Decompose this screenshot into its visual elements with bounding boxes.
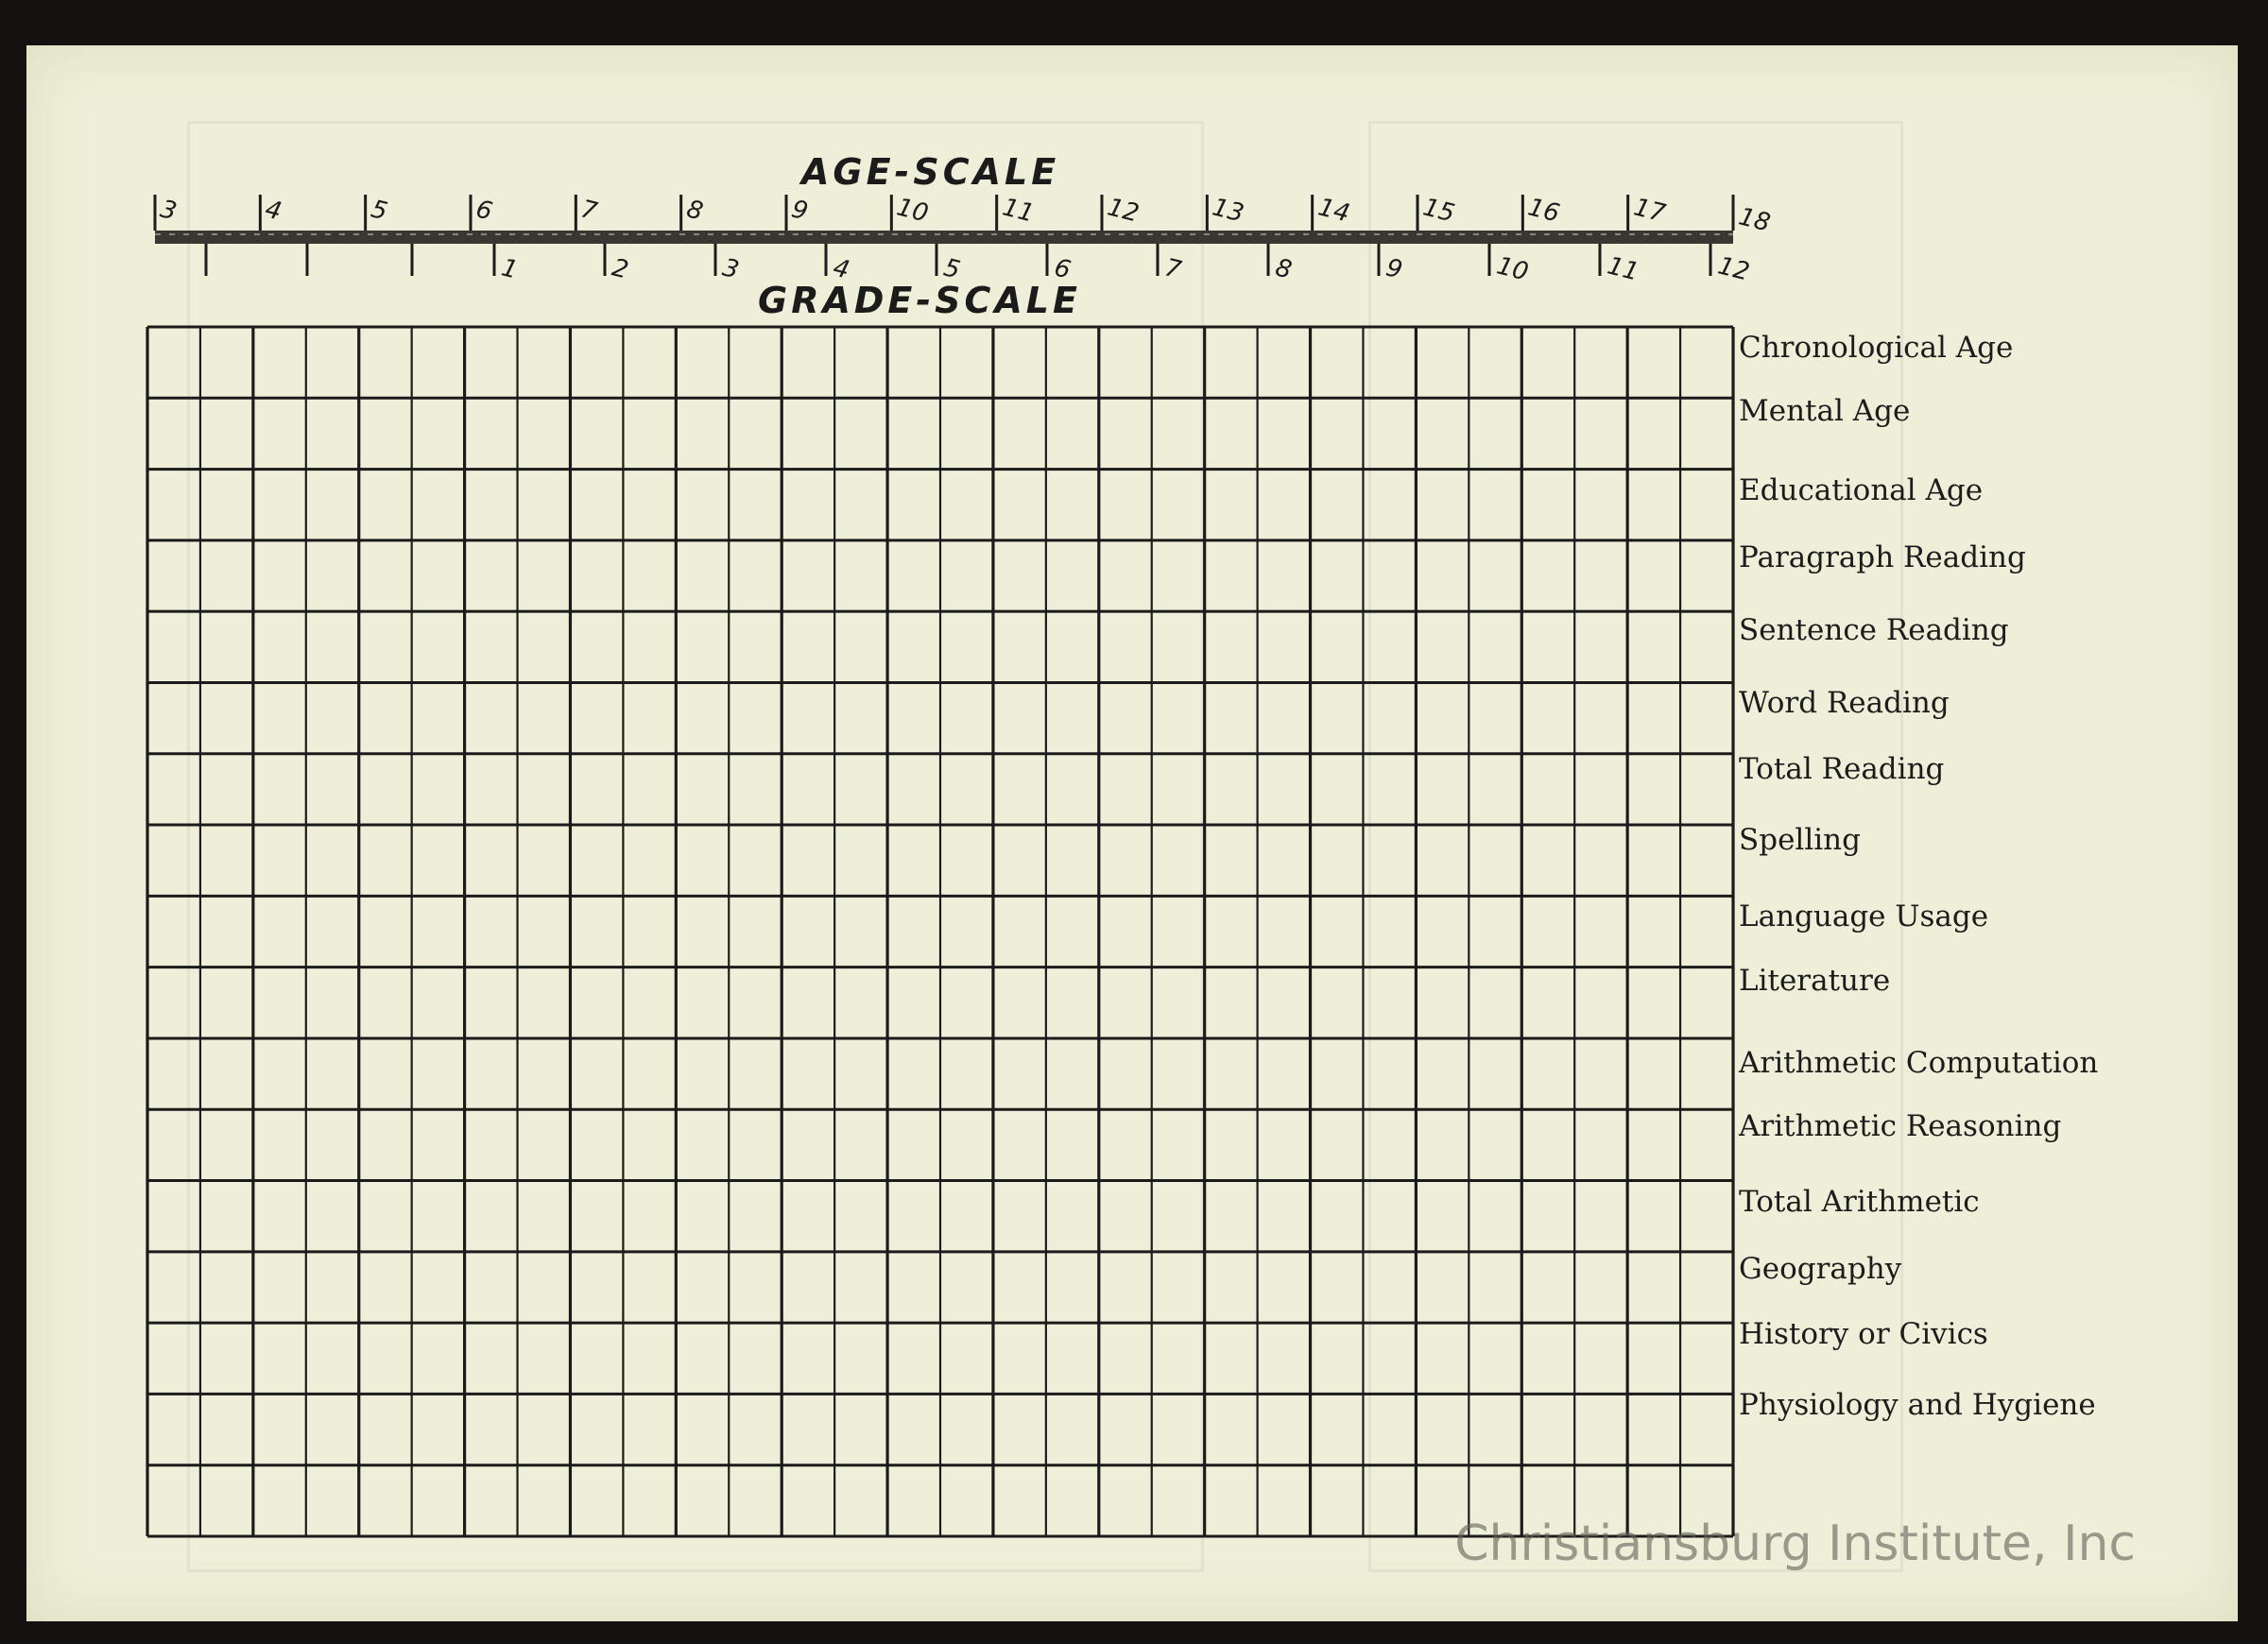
subject-label: Chronological Age — [1739, 331, 2014, 365]
age-scale-title: AGE-SCALE — [801, 151, 1060, 193]
chart-card — [26, 45, 2238, 1621]
age-tick-label: 10 — [894, 193, 932, 229]
subject-label: Mental Age — [1739, 394, 1911, 429]
grade-tick-label: 1 — [498, 253, 521, 285]
grade-tick-label: 3 — [719, 253, 742, 285]
subject-label: Educational Age — [1739, 472, 1984, 507]
grade-tick-label: 9 — [1383, 253, 1405, 285]
subject-label: Literature — [1739, 963, 1891, 998]
subject-label: Geography — [1739, 1251, 1902, 1286]
age-tick-label: 15 — [1419, 193, 1458, 229]
grade-tick-label: 5 — [940, 253, 963, 285]
scale-bar — [155, 231, 1733, 244]
subject-label: Arithmetic Computation — [1739, 1045, 2099, 1080]
age-tick-label: 8 — [683, 195, 706, 227]
subject-label: Total Reading — [1739, 751, 1945, 786]
grade-tick-label: 7 — [1161, 253, 1184, 285]
grade-tick-label: 8 — [1272, 253, 1295, 285]
age-tick-label: 11 — [999, 193, 1037, 229]
subject-label: Word Reading — [1739, 686, 1950, 721]
age-tick-label: 16 — [1525, 193, 1563, 229]
age-tick-label: 6 — [472, 195, 495, 227]
grade-tick-label: 11 — [1604, 251, 1642, 287]
profile-grid-svg — [26, 45, 2238, 1621]
age-tick-label: 13 — [1210, 193, 1247, 229]
subject-label: Language Usage — [1739, 899, 1989, 934]
grade-tick-label: 2 — [609, 253, 631, 285]
subject-label: History or Civics — [1739, 1317, 1988, 1352]
age-tick-label: 7 — [577, 195, 601, 227]
age-tick-label: 9 — [788, 195, 811, 227]
subject-label: Sentence Reading — [1739, 613, 2009, 648]
age-tick-label: 4 — [262, 195, 285, 227]
subject-label: Spelling — [1739, 823, 1861, 858]
age-tick-label: 5 — [368, 195, 390, 227]
age-tick-label: 17 — [1630, 193, 1668, 229]
age-tick-label: 12 — [1104, 193, 1143, 229]
subject-label: Paragraph Reading — [1739, 539, 2026, 574]
grade-tick-label: 10 — [1493, 251, 1532, 287]
age-tick-label: 14 — [1314, 193, 1352, 229]
grade-scale-title: GRADE-SCALE — [758, 280, 1081, 321]
grade-tick-label: 6 — [1051, 253, 1074, 285]
age-tick-label: 18 — [1735, 202, 1774, 238]
grade-tick-label: 12 — [1714, 251, 1753, 287]
subject-label: Physiology and Hygiene — [1739, 1388, 2096, 1423]
grade-tick-label: 4 — [830, 253, 852, 285]
subject-label: Total Arithmetic — [1739, 1184, 1980, 1219]
watermark: Christiansburg Institute, Inc — [1454, 1516, 2136, 1572]
age-tick-label: 3 — [157, 195, 180, 227]
subject-label: Arithmetic Reasoning — [1739, 1109, 2062, 1144]
